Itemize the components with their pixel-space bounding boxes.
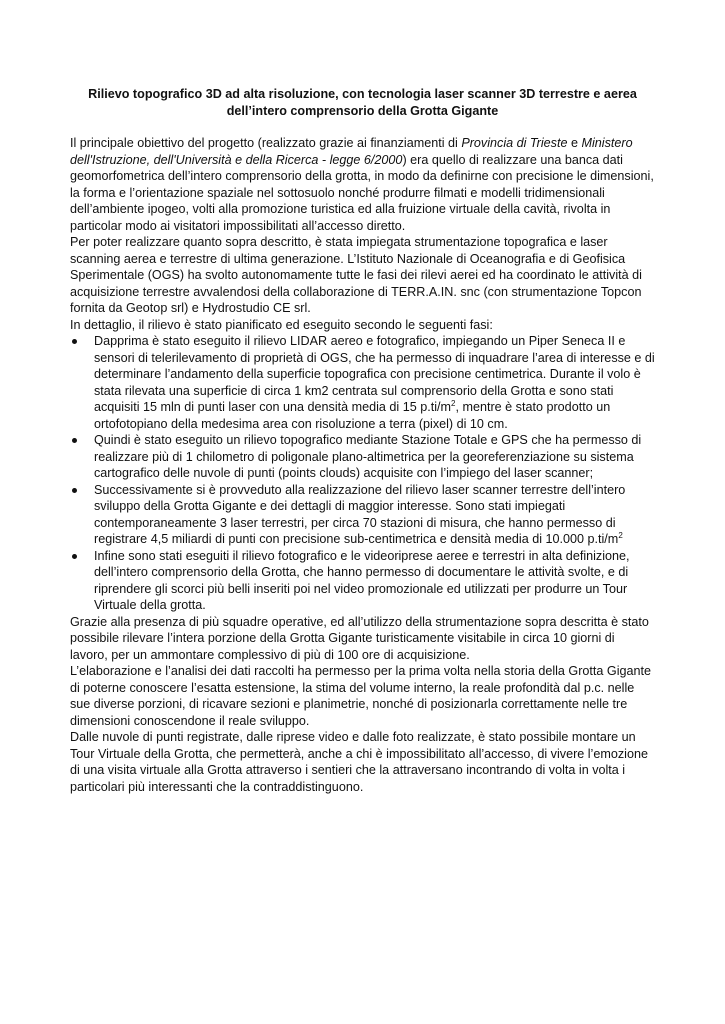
- list-item: [70, 548, 655, 614]
- intro-italic-ministero: Ministero dell'Istruzione, dell'Università e della Ricerca - legge 6/2000: [70, 136, 633, 167]
- paragraph-fasi-intro: In dettaglio, il rilievo è stato pianificato ed eseguito secondo le seguenti fasi:: [70, 317, 493, 332]
- list-item-text: Infine sono stati eseguiti il rilievo fotografico e le videoriprese aeree e terrestri in alta definizione, dell’intero comprensorio della Grotta, che hanno permesso di documentare le attività svolte, e di riprendere gli scorci più belli inseriti poi nel video promozionale ed utilizzati per produrre un Tour Virtuale della grotta.: [94, 548, 630, 612]
- list-item: [70, 432, 655, 482]
- list-item-text: Quindi è stato eseguito un rilievo topografico mediante Stazione Totale e GPS che ha permesso di realizzare più di 1 chilometro di poligonale plano-altimetrica per la georeferenziazione su sistema cartografico delle nuvole di punti (points clouds) acquisite con l’impiego del laser scanner;: [94, 433, 642, 480]
- paragraph-squadre: Grazie alla presenza di più squadre operative, ed all’utilizzo della strumentazione sopra descritta è stato possibile rilevare l’intera porzione della Grotta Gigante turisticamente visitabile in circa 10 giorni di lavoro, per un ammontare complessivo di più di 100 ore di acquisizione.: [70, 614, 649, 662]
- paragraph-elaborazione: L’elaborazione e l’analisi dei dati raccolti ha permesso per la prima volta nella storia della Grotta Gigante di poterne conoscere l’esatta estensione, la stima del volume interno, la reale profondità dal p.c. nelle sue diverse porzioni, di ricavare sezioni e planimetrie, nonché di posizionarla correttamente nelle tre dimensioni conoscendone il reale sviluppo.: [70, 664, 652, 728]
- bullet-icon: [72, 488, 77, 493]
- intro-paragraph: [70, 135, 655, 234]
- document-page: [70, 86, 655, 795]
- intro-text-2: e: [567, 136, 582, 150]
- list-item: [70, 333, 655, 432]
- intro-text-1: Il principale obiettivo del progetto (realizzato grazie ai finanziamenti di: [70, 136, 462, 150]
- list-item-text: Dapprima è stato eseguito il rilievo LIDAR aereo e fotografico, impiegando un Piper Seneca II e sensori di telerilevamento di proprietà di OGS, che ha permesso di inquadrare l’area di interesse e di determinare l’andamento della superficie topografica con precisione centimetrica. Durante il volo è stata rilevata una superficie di circa 1 km2 centrata sul comprensorio della Grotta e sono stati acquisiti 15 mln di punti laser con una densità media di 15 p.ti/m: [94, 334, 655, 414]
- bullet-icon: [72, 339, 77, 344]
- intro-text-3: ) era quello di realizzare una banca dati geomorfometrica dell’intero comprensorio della grotta, in modo da definirne con precisione le dimensioni, la forma e l’orientazione spaziale nel sottosuolo nonché produrre filmati e modelli tridimensionali dell’ambiente ipogeo, volti alla promozione turistica ed alla fruizione virtuale della cavità, rivolta in particolar modo ai visitatori impossibilitati all’accesso diretto.: [70, 152, 654, 233]
- bullet-icon: [72, 554, 77, 559]
- document-title: Rilievo topografico 3D ad alta risoluzione, con tecnologia laser scanner 3D terrestre e aerea dell’intero comprensorio della Grotta Gigante: [88, 87, 637, 118]
- list-item-text-cont: , mentre è stato prodotto un ortofotopiano della medesima area con risoluzione a terra (pixel) di 10 cm.: [94, 400, 611, 431]
- list-item: [70, 482, 655, 548]
- superscript: 2: [451, 399, 456, 408]
- paragraph-tour-virtuale: Dalle nuvole di punti registrate, dalle riprese video e dalle foto realizzate, è stato possibile montare un Tour Virtuale della Grotta, che permetterà, anche a chi è impossibilitato all’accesso, di vivere l’emozione di una visita virtuale alla Grotta attraverso i sentieri che la attraversano incontrando di volta in volta i particolari più interessanti che la contraddistinguono.: [70, 730, 648, 794]
- paragraph-strumentazione: Per poter realizzare quanto sopra descritto, è stata impiegata strumentazione topografica e laser scanning aerea e terrestre di ultima generazione. L’Istituto Nazionale di Oceanografia e di Geofisica Sperimentale (OGS) ha svolto autonomamente tutte le fasi dei rilevi aerei ed ha coordinato le attività di acquisizione terrestre avvalendosi della collaborazione di TERR.A.IN. snc (con strumentazione Topcon fornita da Geotop srl) e Hydrostudio CE srl.: [70, 235, 642, 315]
- superscript: 2: [618, 531, 623, 540]
- phases-list: [70, 333, 655, 614]
- list-item-text: Successivamente si è provveduto alla realizzazione del rilievo laser scanner terrestre dell’intero sviluppo della Grotta Gigante e dei dettagli di maggior interesse. Sono stati impiegati contemporaneamente 3 laser terrestri, per circa 70 stazioni di misura, che hanno permesso di registrare 4,5 miliardi di punti con precisione sub-centimetrica e densità media di 10.000 p.ti/m: [94, 482, 626, 546]
- bullet-icon: [72, 438, 77, 443]
- intro-italic-provincia: Provincia di Trieste: [461, 136, 568, 150]
